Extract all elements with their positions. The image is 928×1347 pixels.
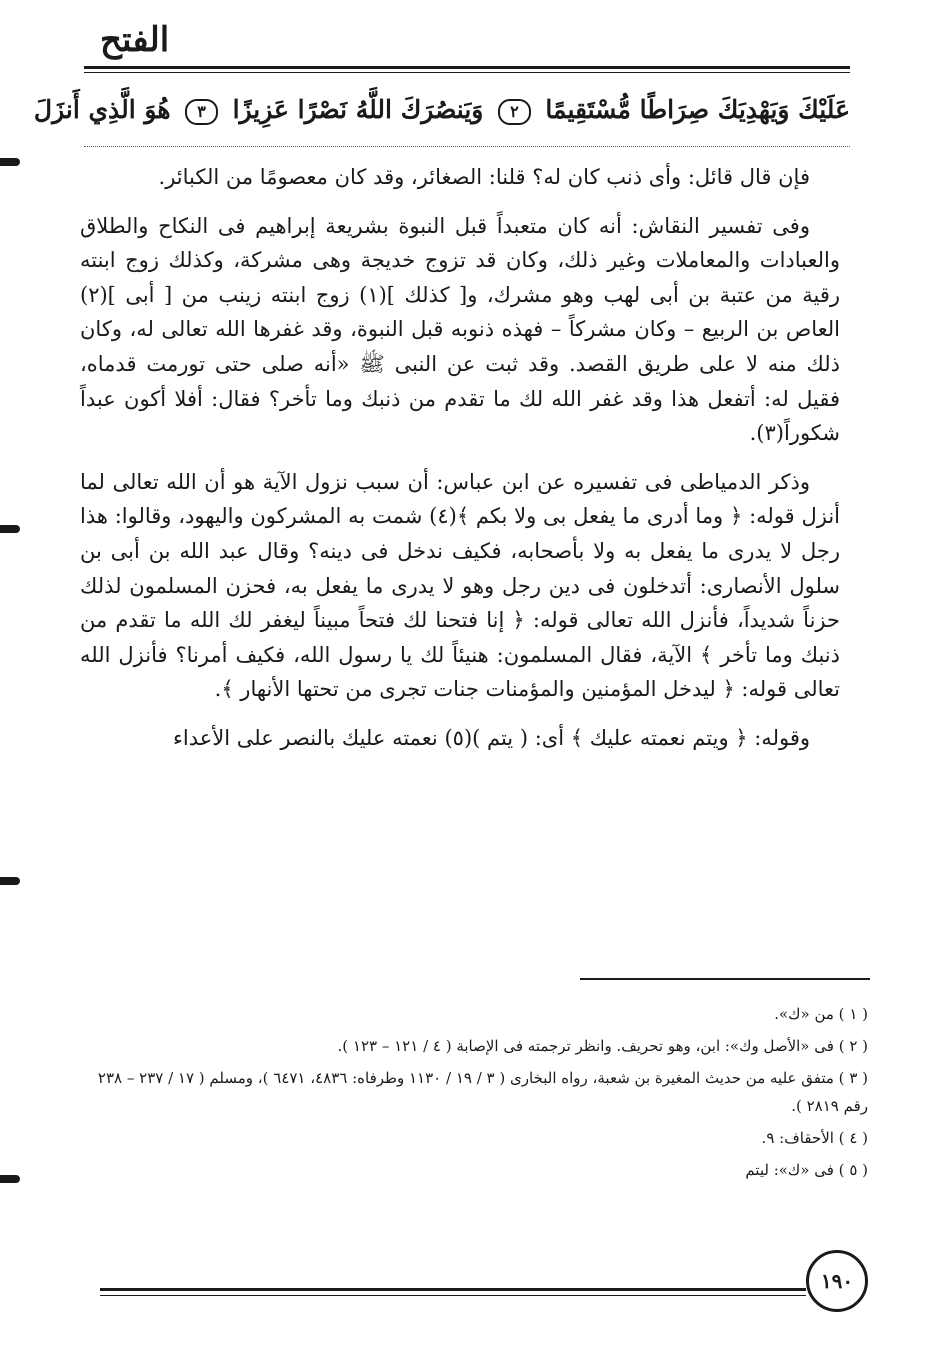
footnote: ( ٣ ) متفق عليه من حديث المغيرة بن شعبة، رواه البخارى ( ٣ / ١٩ / ١١٣٠ وطرفاه: ٤٨٣٦، ٦٤٧١ )، ومسلم ( ١٧ / ٢٣٧ – ٢٣٨ رقم ٢٨١٩ ).: [97, 1069, 868, 1115]
verse-number-marker: ٣: [185, 99, 218, 125]
verse-segment: عَلَيْكَ وَيَهْدِيَكَ صِرَاطًا مُّسْتَقِيمًا: [545, 95, 850, 124]
footnote: ( ٤ ) الأحقاف: ٩.: [761, 1129, 868, 1147]
paragraph: وفى تفسير النقاش: أنه كان متعبداً قبل النبوة بشريعة إبراهيم فى النكاح والطلاق والعبادات والمعاملات وغير ذلك، وكان قد تزوج خديجة وهى مشركة، وكذلك زوج ابنته رقية من عتبة بن أبى لهب وهو مشرك، و[ كذلك ](١) زوج ابنته زينب من [ أبى ](٢) العاص بن الربيع – وكان مشركاً – فهذه ذنوبه قبل النبوة، وقد غفرها الله تعالى له، وكان ذلك منه لا على طريق القصد. وقد ثبت عن النبى ﷺ «أنه صلى حتى تورمت قدماه، فقيل له: أتفعل هذا وقد غفر الله لك ما تقدم من ذنبك وما تأخر؟ فقال: أفلا أكون عبداً شكوراً(٣).: [80, 213, 840, 446]
footer-rule: [100, 1288, 806, 1291]
verse-segment: وَيَنصُرَكَ اللَّهُ نَصْرًا عَزِيزًا: [232, 95, 484, 124]
footnote-separator: [580, 978, 870, 980]
paragraph: وقوله: ﴿ ويتم نعمته عليك ﴾ أى: ( يتم )(٥) نعمته عليك بالنصر على الأعداء: [173, 725, 810, 750]
paragraph: فإن قال قائل: وأى ذنب كان له؟ قلنا: الصغائر، وقد كان معصومًا من الكبائر.: [158, 165, 810, 189]
commentary-text: [80, 160, 840, 756]
verse-number-marker: ٢: [498, 99, 531, 125]
footnote: ( ٢ ) فى «الأصل وك»: ابن، وهو تحريف. وانظر ترجمته فى الإصابة ( ٤ / ١٢١ – ١٢٣ ).: [337, 1037, 868, 1055]
footer-rule-thin: [100, 1295, 806, 1296]
header-rule: [84, 66, 850, 69]
scan-edge-mark: [0, 877, 20, 885]
verse-segment: هُوَ الَّذِي أَنزَلَ: [33, 95, 171, 124]
header-rule-thin: [84, 72, 850, 73]
scan-edge-mark: [0, 158, 20, 166]
scan-edge-mark: [0, 525, 20, 533]
surah-title: الفتح: [100, 20, 170, 60]
footnote: ( ٥ ) فى «ك»: ليتم: [745, 1161, 868, 1179]
verse-divider: [84, 146, 850, 147]
page-number-badge: [806, 1250, 868, 1312]
footnote: ( ١ ) من «ك».: [774, 1005, 868, 1023]
page-number: ١٩٠: [820, 1269, 854, 1293]
paragraph: وذكر الدمياطى فى تفسيره عن ابن عباس: أن سبب نزول الآية هو أن الله تعالى لما أنزل قوله: ﴿ وما أدرى ما يفعل بى ولا بكم ﴾(٤) شمت به المشركون واليهود، وقالوا: هذا رجل لا يدرى ما يفعل به ولا بأصحابه، فكيف ندخل فى دينه؟ وقال عبد الله بن أبى بن سلول الأنصارى: أتدخلون فى دين رجل وهو لا يدرى ما يفعل به، فحزن المسلمون لذلك حزناً شديداً، فأنزل الله تعالى قوله: ﴿ إنا فتحنا لك فتحاً مبيناً ليغفر لك الله ما تقدم من ذنبك وما تأخر ﴾ الآية، فقال المسلمون: هنيئاً لك يا رسول الله، فكيف أمرنا؟ فأنزل الله تعالى قوله: ﴿ ليدخل المؤمنين والمؤمنات جنات تجرى من تحتها الأنهار ﴾.: [80, 469, 840, 702]
footnotes: [88, 1000, 868, 1188]
quran-verse-line: [33, 82, 850, 138]
scan-edge-mark: [0, 1175, 20, 1183]
